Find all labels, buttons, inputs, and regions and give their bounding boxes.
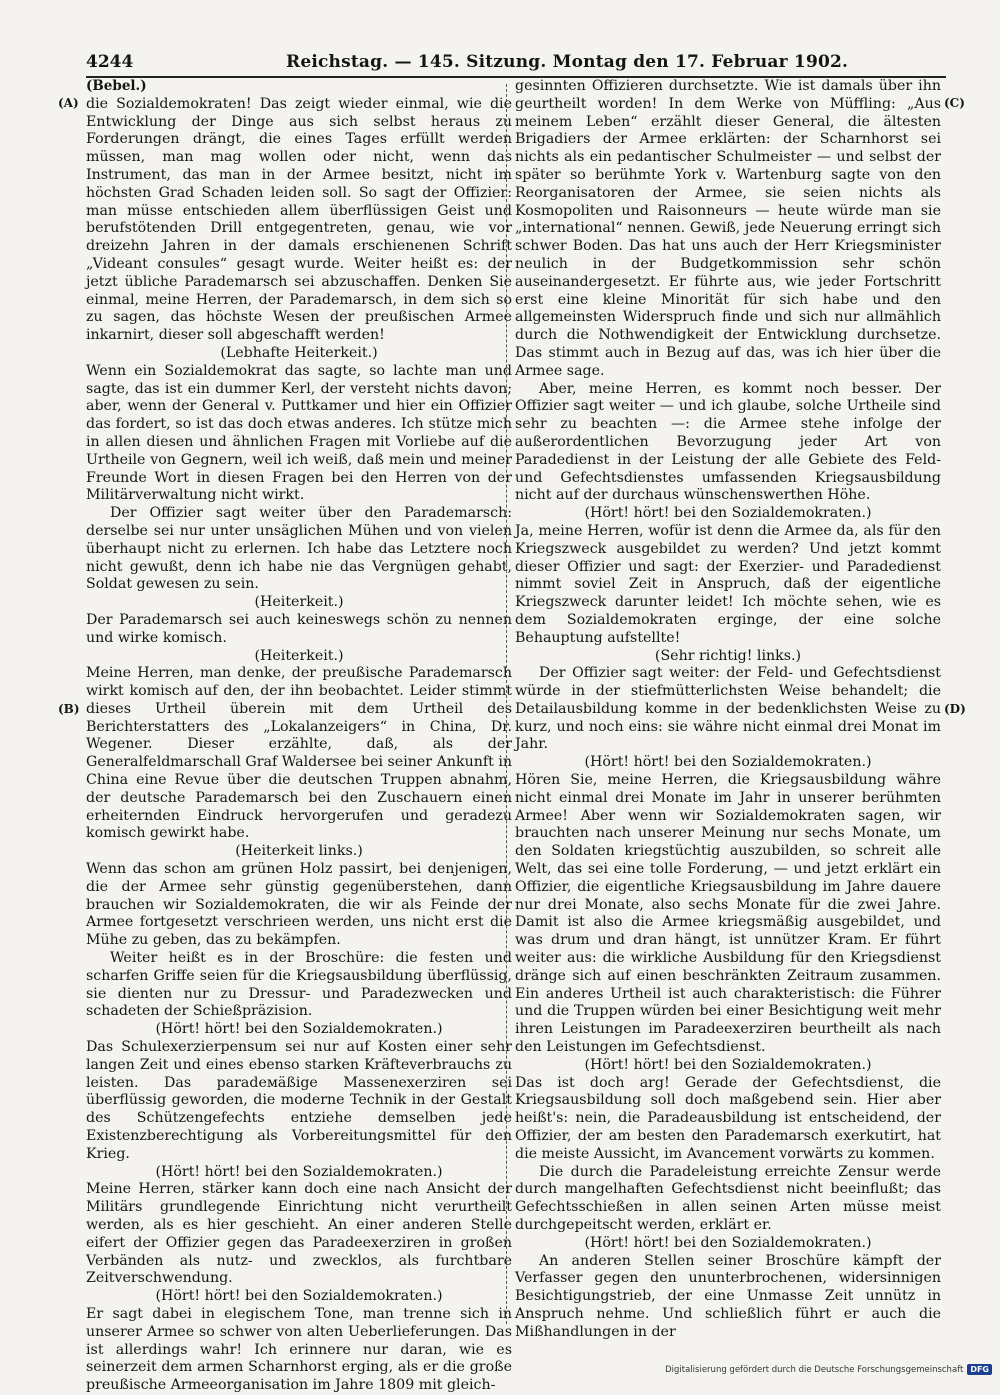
reaction-line: (Heiterkeit.) [254, 647, 344, 664]
paragraph: Hören Sie, meine Herren, die Kriegsausbildung währe nicht einmal drei Monate im Jahr in unserer berühmten Armee! Aber wenn wir Sozialdemokraten sagen, wir brauchten nach unserer Meinung nur sechs Monate, um den Soldaten kriegstüchtig auszubilden, so schreit alle Welt, das sei eine tolle Forderung, — und jetzt erklärt ein Offizier, die eigentliche Kriegsausbildung im Jahre dauere nur drei Monate, also sechs Monate für die zwei Jahre. Damit ist also die Armee kriegsmäßig ausgebildet, und was drum und dran hängt, ist unnützer Kram. Er führt weiter aus: die wirkliche Ausbildung für den Kriegsdienst dränge sich auf einen beschränkten Zeitraum zusammen. Ein anderes Urtheil ist auch charakteristisch: die Führer und die Truppen würden bei einer Besichtigung weit mehr ihren Leistungen im Paradeexerziren beurtheilt als nach den Leistungen im Gefechtsdienst. [515, 772, 941, 1056]
paragraph: An anderen Stellen seiner Broschüre kämpft der Verfasser gegen den ununterbrochenen, widersinnigen Besichtigungstrieb, der eine Unmasse Zeit unnütz in Anspruch nehme. Und schließlich führt er auch die Mißhandlungen in der [515, 1252, 941, 1340]
reaction-line: (Sehr richtig! links.) [654, 647, 802, 664]
dfg-logo: DFG [967, 1364, 992, 1375]
reaction-line: (Hört! hört! bei den Sozialdemokraten.) [584, 754, 872, 771]
reaction-line: (Lebhafte Heiterkeit.) [220, 344, 378, 361]
paragraph: Das ist doch arg! Gerade der Gefechtsdienst, die Kriegsausbildung soll doch maßgebend sein. Hier aber heißt's: nein, die Paradeausbildung ist entscheidend, der Offizier, der am besten den Parademarsch exerkutirt, hat die meiste Aussicht, im Avancement vorwärts zu kommen. [515, 1074, 941, 1162]
left-column [86, 78, 512, 1395]
speaker-label: (Bebel.) [86, 78, 147, 94]
paragraph: Das Schulexerzierpensum sei nur auf Kosten einer sehr langen Zeit und eines ebenso starken Kräfteverbrauchs zu leisten. Das paradeмäßige Massenexerziren sei überflüssig geworden, die moderne Technik in der Gestalt des Schützengefechts entziehe demselben jede Existenzberechtigung als Vorbereitungsmittel für den Krieg. [86, 1039, 512, 1162]
paragraph: Der Parademarsch sei auch keineswegs schön zu nennen und wirke komisch. [86, 611, 512, 646]
footer [665, 1364, 992, 1375]
paragraph: Meine Herren, stärker kann doch eine nach Ansicht der Militärs grundlegende Einrichtung nicht verurtheilt werden, als es hier geschieht. An einer anderen Stelle eifert der Offizier gegen das Paradeexerziren in großen Verbänden als nutz- und zwecklos, als furchtbare Zeitverschwendung. [86, 1181, 512, 1287]
reaction-line: (Hört! hört! bei den Sozialdemokraten.) [155, 1288, 443, 1305]
right-column [515, 78, 941, 1342]
paragraph: Meine Herren, man denke, der preußische Parademarsch wirkt komisch auf den, der ihn beobachtet. Leider stimmt dieses Urtheil überein mit dem Urtheil des Berichterstatters des „Lokalanzeigers“ in China, Dr. Wegener. Dieser erzählte, daß, als der Generalfeldmarschall Graf Waldersee bei seiner Ankunft in China eine Revue über die deutschen Truppen abnahm, der deutsche Parademarsch bei den Zuschauern einen erheiternden Eindruck hervorgerufen und geradezu komisch gewirkt habe. [86, 665, 512, 842]
reaction-line: (Heiterkeit links.) [235, 843, 363, 860]
paragraph: Der Offizier sagt weiter: der Feld- und Gefechtsdienst würde in der stiefmütterlichsten Weise behandelt; die Detailausbildung komme in der bedenklichsten Weise zu kurz, und noch eins: sie währe nicht einmal drei Monat im Jahr. [515, 665, 941, 753]
paragraph: Wenn das schon am grünen Holz passirt, bei denjenigen, die der Armee sehr günstig gegenüberstehen, dann brauchen wir Sozialdemokraten, die wir als Feinde der Armee fortgesetzt verschrieen werden, uns nicht erst die Mühe zu geben, das zu bekämpfen. [86, 861, 512, 949]
paragraph: Aber, meine Herren, es kommt noch besser. Der Offizier sagt weiter — und ich glaube, solche Urtheile sind sehr zu beachten —: die Armee stehe infolge der außerordentlichen Bevorzugung jeder Art von Paradedienst in der Leistung der alle Gebiete des Feld- und Gefechtsdienstes umfassenden Kriegsausbildung nicht auf der durchaus wünschenswerthen Höhe. [515, 380, 941, 504]
paragraph: Er sagt dabei in elegischem Tone, man trenne sich in unserer Armee so schwer von alten Ueberlieferungen. Das ist allerdings wahr! Ich erinnere nur daran, wie es seinerzeit dem armen Scharnhorst erging, als er die große preußische Armeeorganisation im Jahre 1809 mit gleich- [86, 1305, 512, 1394]
page-header [86, 52, 946, 76]
left-text [86, 96, 512, 1395]
reaction-line: (Hört! hört! bei den Sozialdemokraten.) [155, 1021, 443, 1038]
margin-mark-a: (A) [58, 96, 79, 110]
paragraph: Der Offizier sagt weiter über den Parademarsch: derselbe sei nur unter unsäglichen Mühen und von vielen überhaupt nicht zu erlernen. Ich habe das Letztere noch nicht gewußt, denn ich habe nie das Vergnügen gehabt, Soldat gewesen zu sein. [86, 505, 512, 593]
paragraph: Weiter heißt es in der Broschüre: die festen und scharfen Griffe seien für die Kriegsausbildung überflüssig, sie dienten nur zu Dressur- und Paradezwecken und schadeten der Schießpräzision. [86, 950, 512, 1020]
reaction-line: (Hört! hört! bei den Sozialdemokraten.) [584, 505, 872, 522]
paragraph: Wenn ein Sozialdemokrat das sagte, so lachte man und sagte, das ist ein dummer Kerl, der versteht nichts davon; aber, wenn der General v. Puttkamer und hier ein Offizier das fordert, so ist das doch etwas anderes. Ich stütze mich in allen diesen und ähnlichen Fragen mit Vorliebe auf die Urtheile von Gegnern, weil ich weiß, daß mein und meiner Freunde Wort in diesen Fragen bei den Herren von der Militärverwaltung nicht wirkt. [86, 362, 512, 504]
page-number: 4244 [86, 52, 134, 72]
margin-mark-b: (B) [58, 702, 80, 716]
reaction-line: (Hört! hört! bei den Sozialdemokraten.) [155, 1163, 443, 1180]
reaction-line: (Hört! hört! bei den Sozialdemokraten.) [584, 1056, 872, 1073]
paragraph: Die durch die Paradeleistung erreichte Zensur werde durch mangelhaften Gefechtsdienst nicht beeinflußt; das Gefechtsschießen in allen seinen Arten müsse meist durchgepeitscht werden, erklärt er. [515, 1163, 941, 1233]
footer-text: Digitalisierung gefördert durch die Deutsche Forschungsgemeinschaft [665, 1364, 964, 1375]
margin-mark-c: (C) [944, 96, 965, 110]
margin-mark-d: (D) [944, 702, 966, 716]
paragraph: die Sozialdemokraten! Das zeigt wieder einmal, wie die Entwicklung der Dinge aus sich selbst heraus zu Forderungen drängt, die eines Tages erfüllt werden müssen, man mag wollen oder nicht, wenn das Instrument, das man in der Armee besitzt, nicht im höchsten Grad Schaden leiden soll. So sagt der Offizier: man müsse entschieden allem überflüssigen Geist und berufstötenden Drill entgegentreten, genau, wie vor dreizehn Jahren in der damals erschienenen Schrift „Videant consules“ gesagt wurde. Weiter heißt es: der jetzt übliche Parademarsch sei abzuschaffen. Denken Sie einmal, meine Herren, der Parademarsch, in dem sich so zu sagen, das höchste Wesen der preußischen Armee inkarnirt, dieser soll abgeschafft werden! [86, 95, 512, 344]
page-title: Reichstag. — 145. Sitzung. Montag den 17. Februar 1902. [286, 52, 849, 72]
paragraph: Ja, meine Herren, wofür ist denn die Armee da, als für den Kriegszweck ausgebildet zu werden? Und jetzt kommt dieser Offizier und sagt: der Exerzier- und Paradedienst nimmt soviel Zeit in Anspruch, daß der eigentliche Kriegszweck darunter leidet! Ich möchte sehen, wie es dem Sozialdemokraten erginge, der eine solche Behauptung aufstellte! [515, 522, 941, 646]
reaction-line: (Hört! hört! bei den Sozialdemokraten.) [584, 1234, 872, 1251]
right-text [515, 78, 941, 1342]
paragraph: gesinnten Offizieren durchsetzte. Wie ist damals über ihn geurtheilt worden! In dem Werke von Müffling: „Aus meinem Leben“ erzählt dieser General, die ältesten Brigadiers der Armee erklärten: der Scharnhorst sei nichts als ein pedantischer Schulmeister — und selbst der später so berühmte York v. Wartenburg sagte von den Reorganisatoren der Armee, sie seien nichts als Kosmopoliten und Raisonneurs — heute würde man sie „international“ nennen. Gewiß, jede Neuerung erringt sich schwer Boden. Das hat uns auch der Herr Kriegsminister neulich in der Budgetkommission sehr schön auseinandergesetzt. Er führte aus, wie jeder Fortschritt erst eine kleine Minorität für sich habe und den allgemeinsten Widerspruch finde und sich nur allmählich durch die Nothwendigkeit der Entwicklung durchsetze. Das stimmt auch in Bezug auf das, was ich hier über die Armee sage. [515, 78, 941, 379]
reaction-line: (Heiterkeit.) [254, 594, 344, 611]
column-divider [506, 84, 508, 1324]
